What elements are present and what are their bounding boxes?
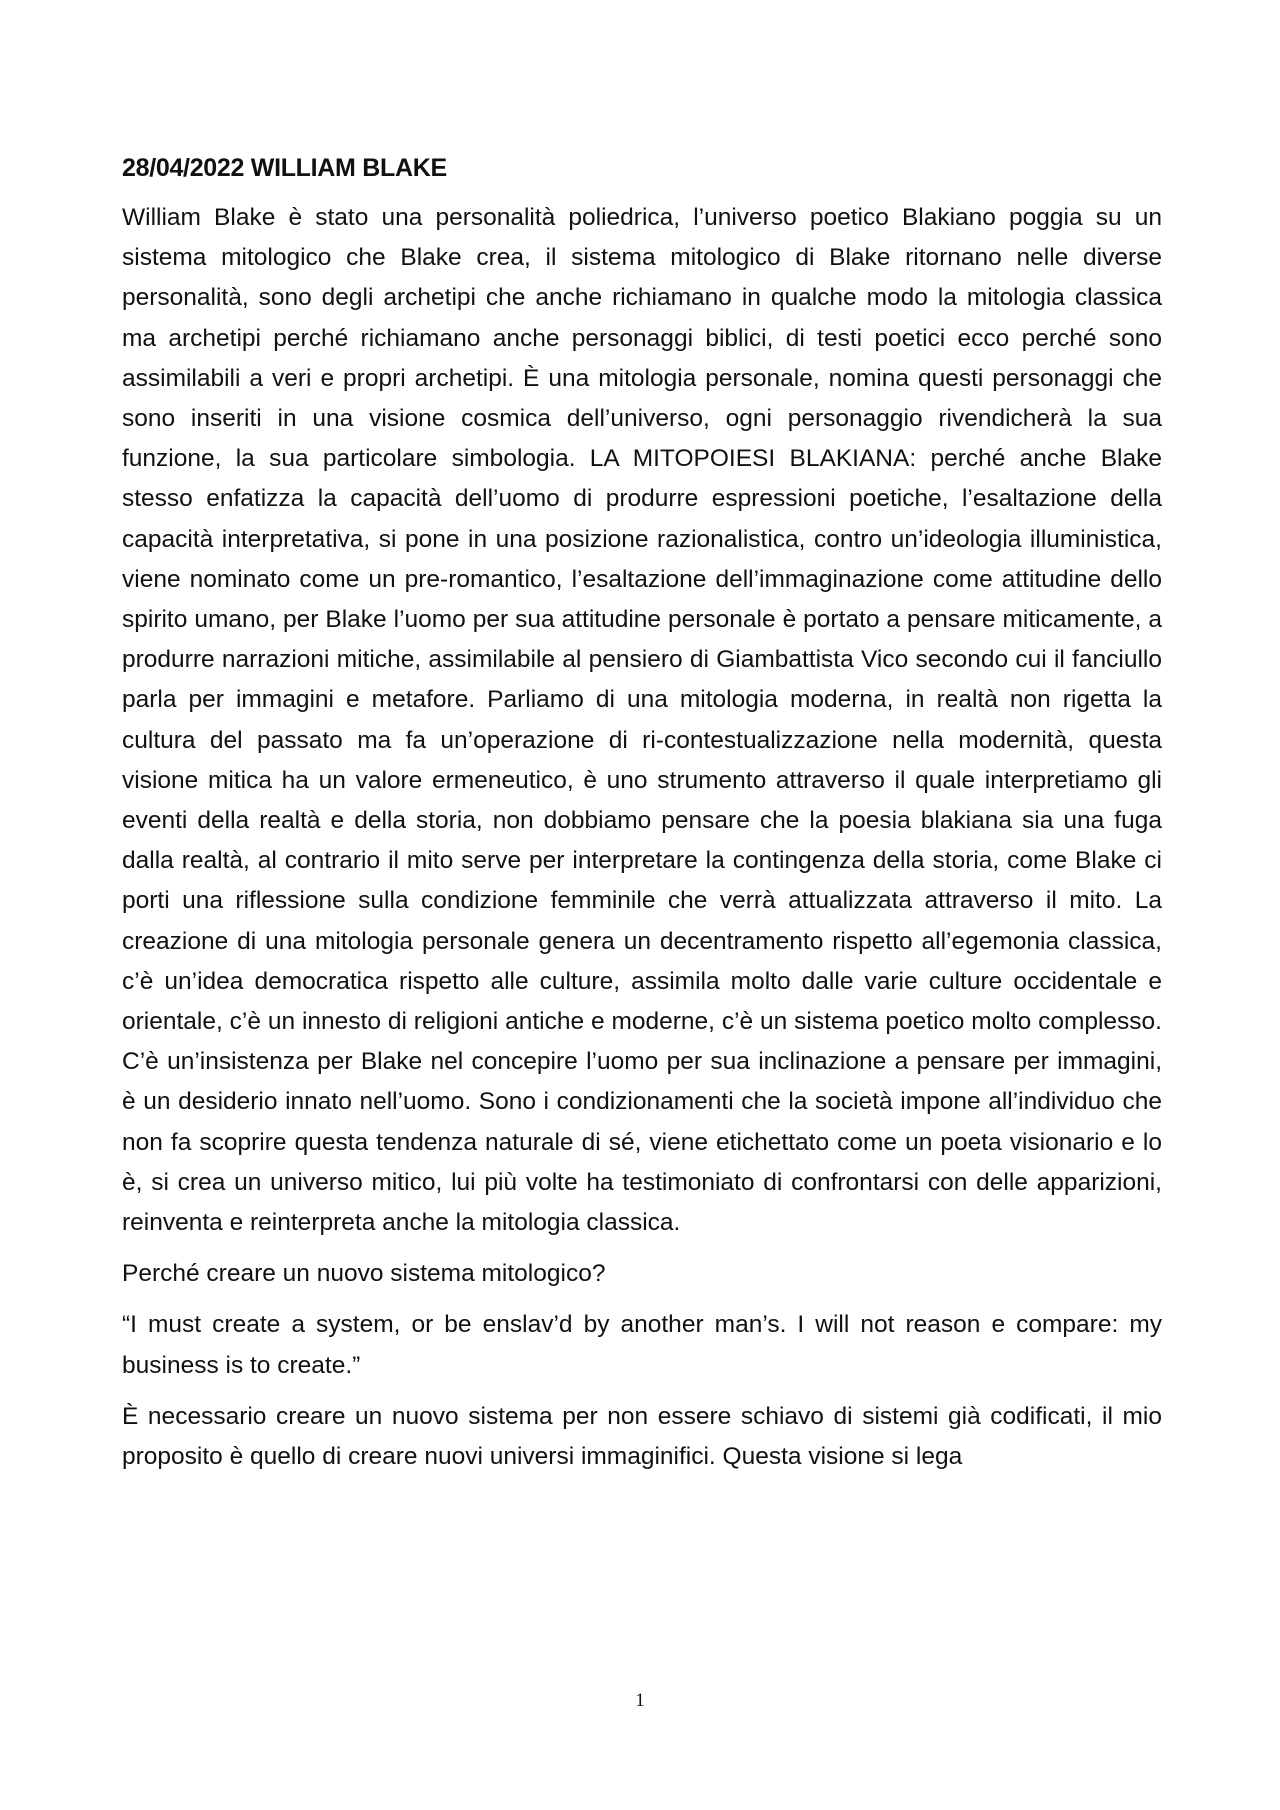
page-title: 28/04/2022 WILLIAM BLAKE [122, 154, 447, 182]
page-number: 1 [635, 1690, 645, 1711]
body-paragraph-quote: “I must create a system, or be enslav’d by another man’s. I will not reason e compare: my business is to create.” [122, 1311, 1162, 1379]
body-paragraph-closing: È necessario creare un nuovo sistema per non essere schiavo di sistemi già codificati, il mio proposito è quello di creare nuovi universi immaginifici. Questa visione si lega [122, 1402, 1162, 1471]
body-paragraph-main: William Blake è stato una personalità poliedrica, l’universo poetico Blakiano poggia su un sistema mitologico che Blake crea, il sistema mitologico di Blake ritornano nelle diverse personalità, sono degli archetipi che anche richiamano in qualche modo la mitologia classica ma archetipi perché richiamano anche personaggi biblici, di testi poetici ecco perché sono assimilabili a veri e propri archetipi. È una mitologia personale, nomina questi personaggi che sono inseriti in una visione cosmica dell’universo, ogni personaggio rivendicherà la sua funzione, la sua particolare simbologia. LA MITOPOIESI BLAKIANA: perché anche Blake stesso enfatizza la capacità dell’uomo di produrre espressioni poetiche, l’esaltazione della capacità interpretativa, si pone in una posizione razionalistica, contro un’ideologia illuministica, viene nominato come un pre-romantico, l’esaltazione dell’immaginazione come attitudine dello spirito umano, per Blake l’uomo per sua attitudine personale è portato a pensare miticamente, a produrre narrazioni mitiche, assimilabile al pensiero di Giambattista Vico secondo cui il fanciullo parla per immagini e metafore. Parliamo di una mitologia moderna, in realtà non rigetta la cultura del passato ma fa un’operazione di ri-contestualizzazione nella modernità, questa visione mitica ha un valore ermeneutico, è uno strumento attraverso il quale interpretiamo gli eventi della realtà e della storia, non dobbiamo pensare che la poesia blakiana sia una fuga dalla realtà, al contrario il mito serve per interpretare la contingenza della storia, come Blake ci porti una riflessione sulla condizione femminile che verrà attualizzata attraverso il mito. La creazione di una mitologia personale genera un decentramento rispetto all’egemonia classica, c’è un’idea democratica rispetto alle culture, assimila molto dalle varie culture occidentale e orientale, c’è un innesto di religioni antiche e moderne, c’è un sistema poetico molto complesso. C’è un’insistenza per Blake nel concepire l’uomo per sua inclinazione a pensare per immagini, è un desiderio innato nell’uomo. Sono i condizionamenti che la società impone all’individuo che non fa scoprire questa tendenza naturale di sé, viene etichettato come un poeta visionario e lo è, si crea un universo mitico, lui più volte ha testimoniato di confrontarsi con delle apparizioni, reinventa e reinterpreta anche la mitologia classica. [122, 204, 1162, 1237]
body-paragraph-question: Perché creare un nuovo sistema mitologico? [122, 1260, 606, 1288]
document-page [122, 150, 1162, 1488]
